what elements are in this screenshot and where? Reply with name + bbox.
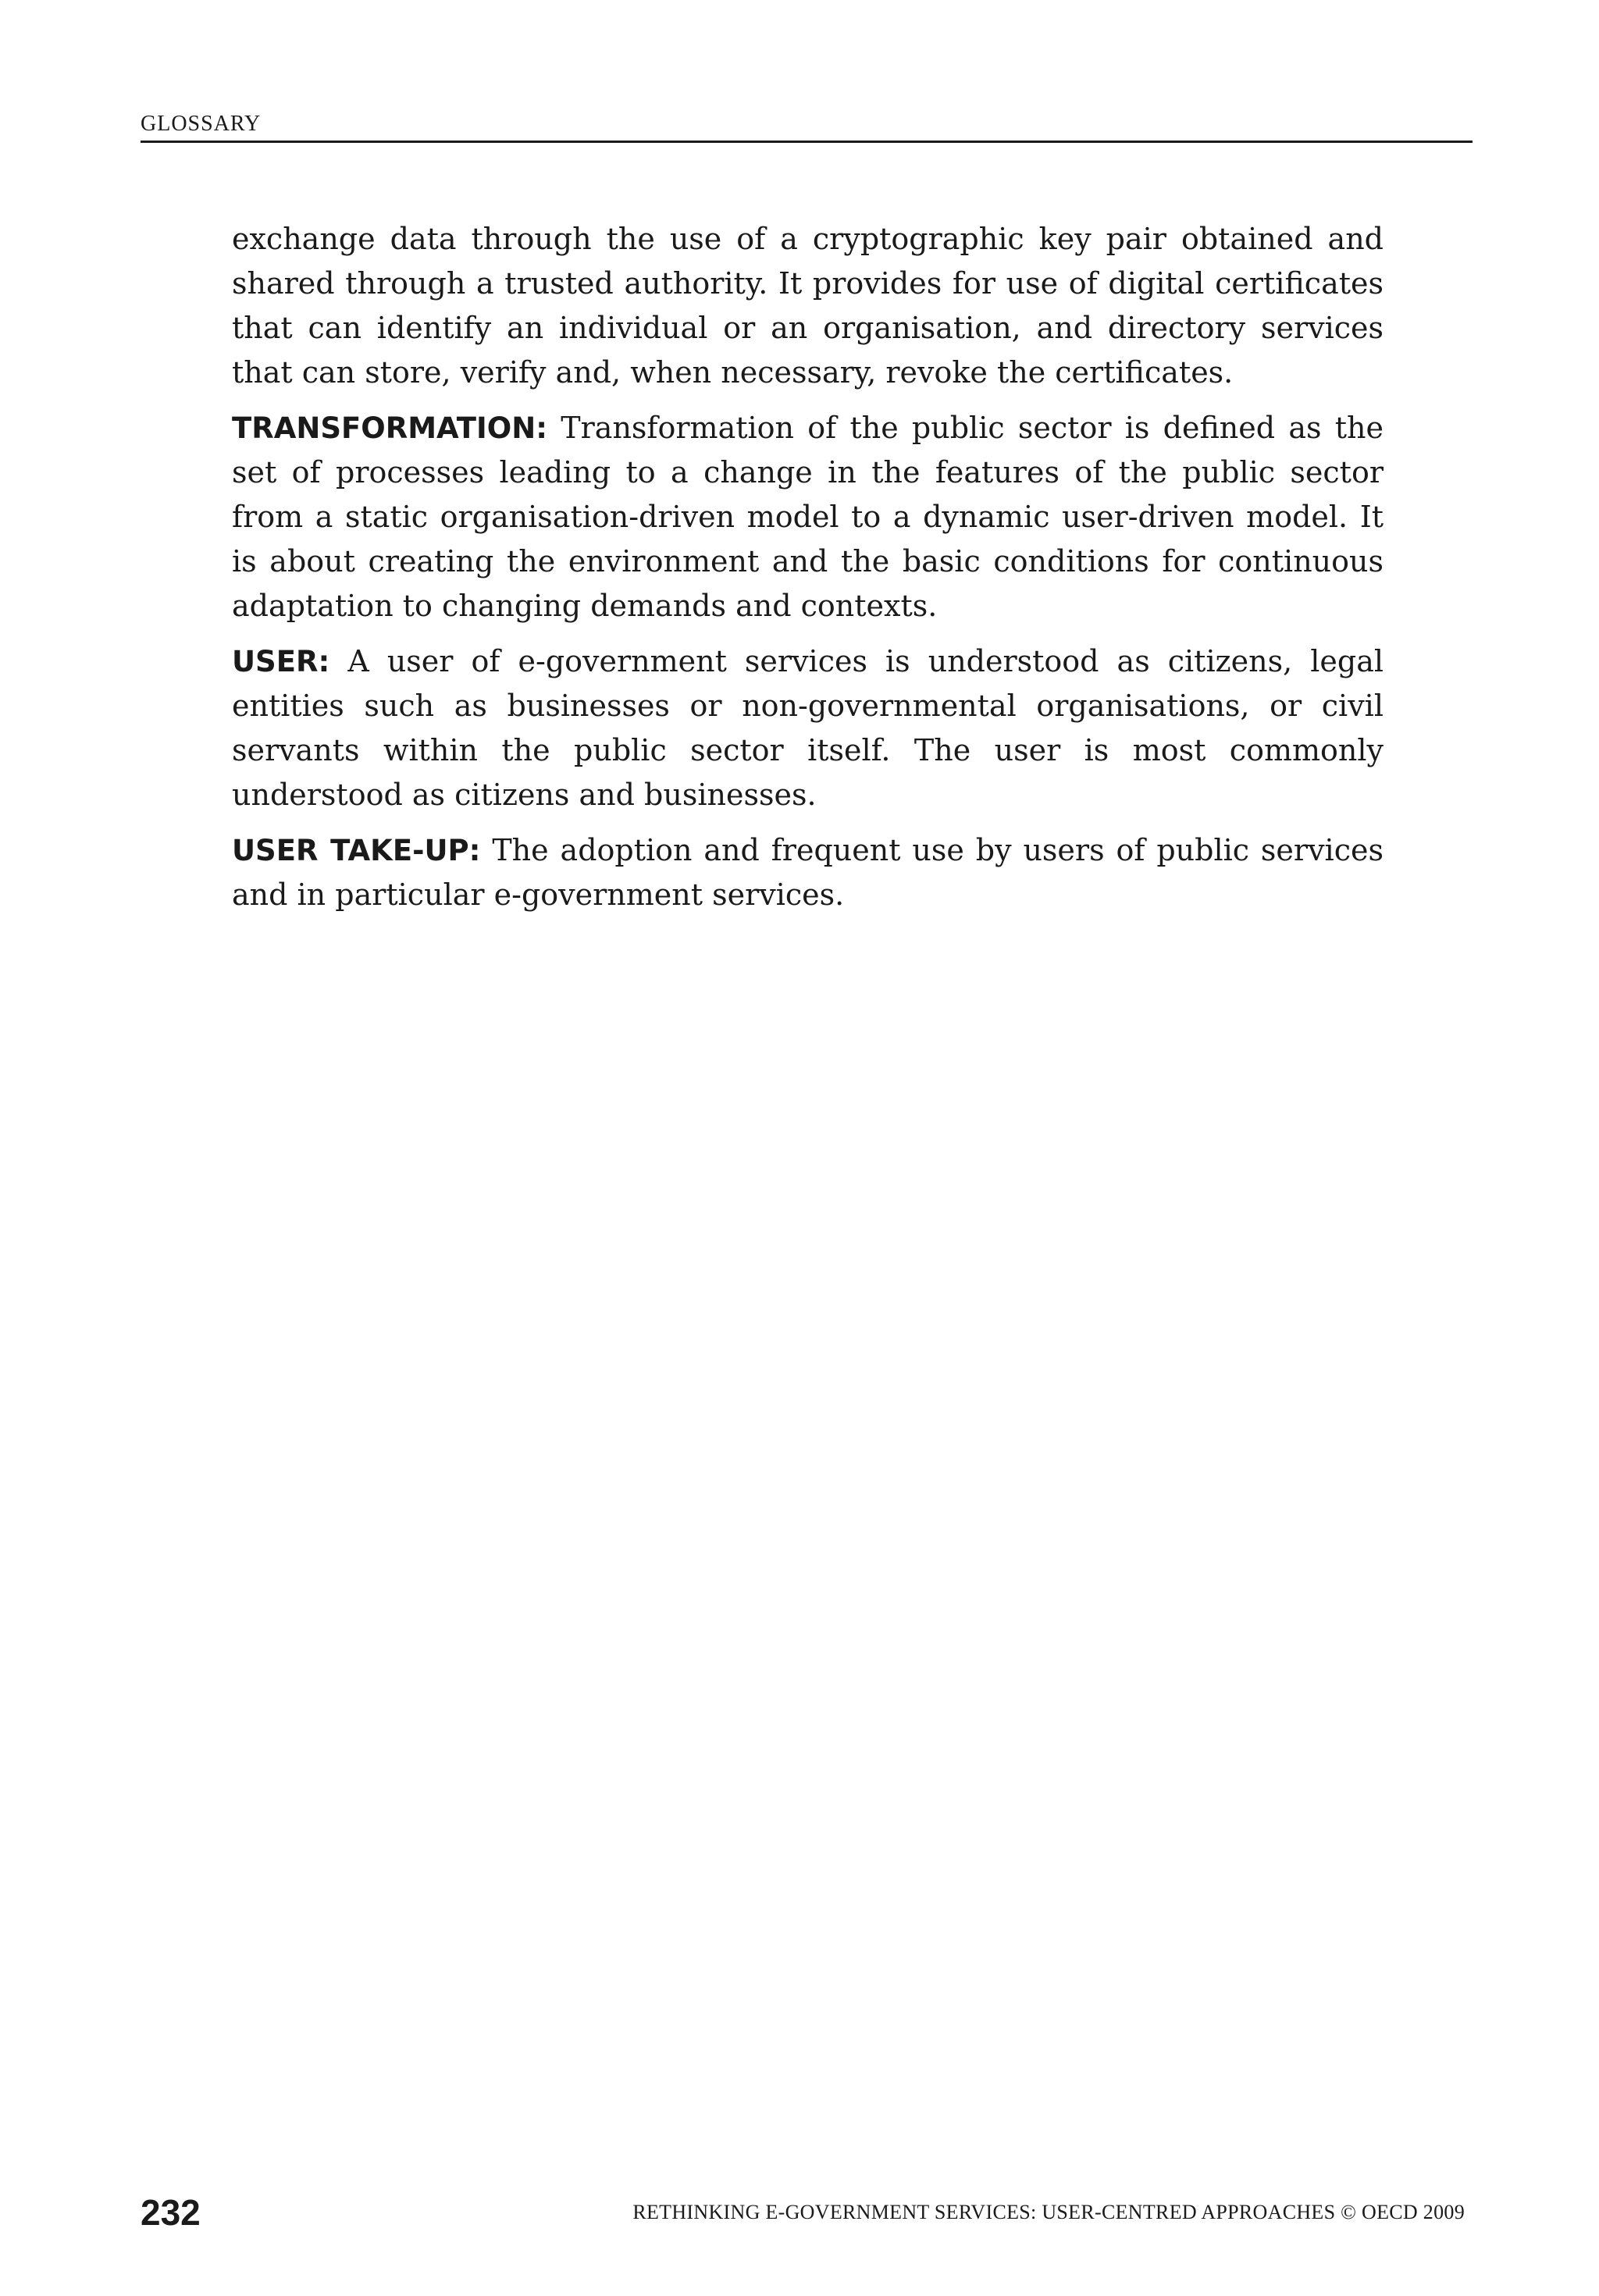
page-number: 232 xyxy=(141,2192,201,2233)
glossary-body xyxy=(232,217,1384,928)
glossary-term: TRANSFORMATION: xyxy=(232,411,548,445)
continuation-paragraph: exchange data through the use of a cryptographic key pair obtained and shared through a trusted authority. It provides for use of digital certificates that can identify an individual or an organisation, and directory services that can store, verify and, when necessary, revoke the certificates. xyxy=(232,222,1384,390)
publication-footer: RETHINKING E-GOVERNMENT SERVICES: USER-CENTRED APPROACHES © OECD 2009 xyxy=(632,2201,1465,2223)
glossary-term: USER: xyxy=(232,645,330,678)
glossary-definition: Transformation of the public sector is defined as the set of processes leading to a change in the features of the public sector from a static organisation-driven model to a dynamic user-driven model. It is about creating the environment and the basic conditions for continuous adaptation to changing demands and contexts. xyxy=(232,411,1384,623)
running-header xyxy=(141,109,1473,143)
glossary-entry-user-take-up xyxy=(232,828,1384,917)
glossary-entry-transformation xyxy=(232,406,1384,628)
section-label: GLOSSARY xyxy=(141,112,262,136)
glossary-term: USER TAKE-UP: xyxy=(232,834,481,867)
glossary-entry-user xyxy=(232,639,1384,817)
glossary-definition: A user of e-government services is understood as citizens, legal entities such as businesses or non-governmental organisations, or civil servants within the public sector itself. The user is most commonly understood as citizens and businesses. xyxy=(232,644,1384,812)
glossary-definition: The adoption and frequent use by users of public services and in particular e-government services. xyxy=(232,833,1384,912)
